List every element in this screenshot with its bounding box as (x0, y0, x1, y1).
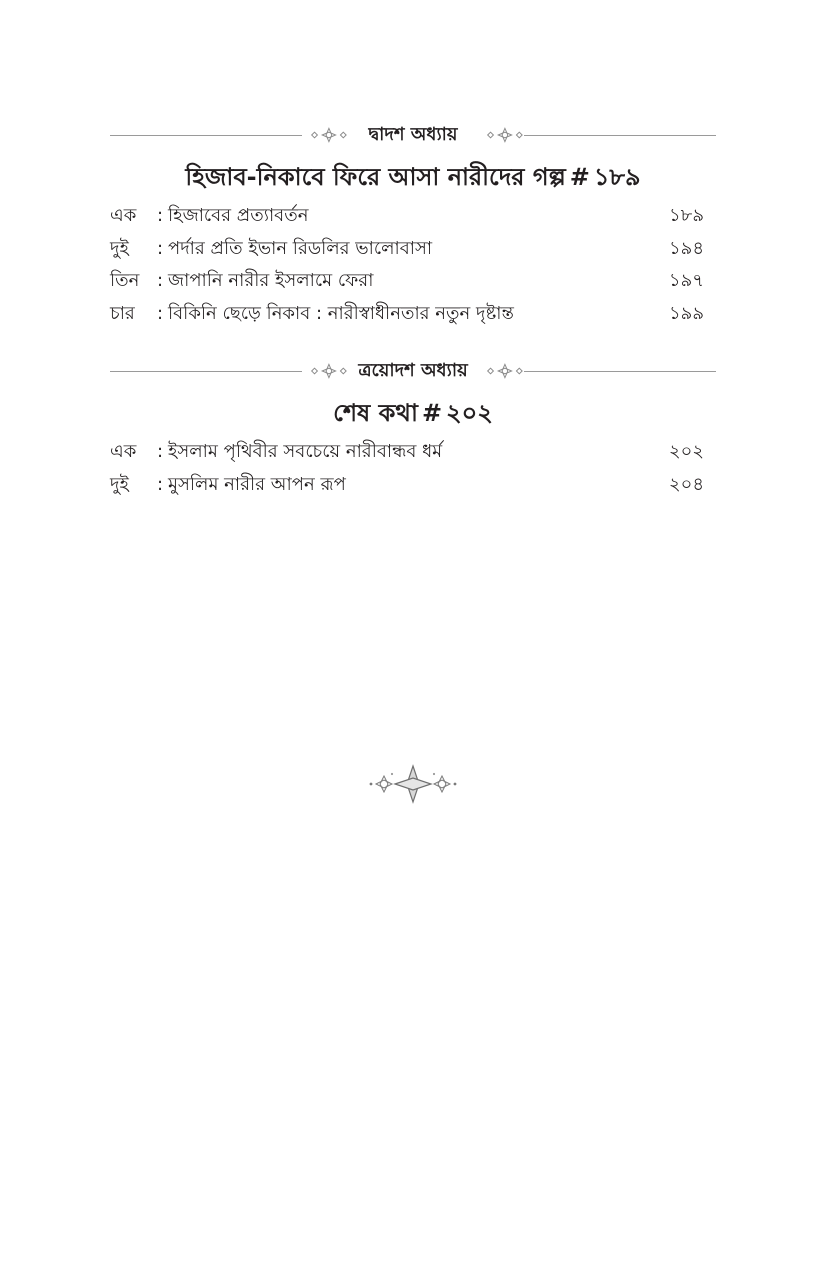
entry-separator: : (157, 270, 164, 291)
entry-title: বিকিনি ছেড়ে নিকাব : নারীস্বাধীনতার নতুন দৃষ্টান্ত (168, 302, 514, 324)
chapter-section (110, 354, 716, 501)
entry-title: ইসলাম পৃথিবীর সবচেয়ে নারীবান্ধব ধর্ম (168, 441, 443, 462)
entry-separator: : (157, 441, 164, 462)
entry-number: এক (110, 441, 137, 462)
chapter-title-text: শেষ কথা (333, 399, 418, 427)
hash-symbol: # (569, 163, 590, 191)
toc-entry[interactable] (110, 200, 716, 233)
entry-separator: : (157, 237, 164, 259)
entry-title: মুসলিম নারীর আপন রূপ (168, 473, 346, 495)
chapter-title-text: হিজাব-নিকাবে ফিরে আসা নারীদের গল্প (185, 163, 566, 191)
ornament-icon (480, 362, 526, 380)
entry-title: হিজাবের প্রত্যাবর্তন (168, 205, 309, 226)
chapter-title-page: ১৮৯ (593, 163, 641, 191)
entry-page-number: ২০৪ (668, 473, 704, 495)
entry-page-number: ১৯৭ (668, 270, 704, 291)
toc-entry[interactable] (110, 298, 716, 331)
entry-number: দুই (110, 473, 129, 495)
entry-number: চার (110, 302, 135, 324)
ornament-icon (480, 126, 526, 144)
chapter-heading: ত্রয়োদশ অধ্যায় (358, 360, 468, 381)
entry-page-number: ২০২ (668, 441, 704, 462)
chapter-title (110, 160, 716, 194)
chapter-title-page: ২০২ (446, 399, 493, 427)
divider-rule-right (524, 135, 716, 136)
chapter-section (110, 118, 716, 330)
chapter-title (110, 396, 716, 430)
chapter-divider (110, 354, 716, 388)
entry-separator: : (157, 205, 164, 226)
toc-entry[interactable] (110, 436, 716, 469)
entry-page-number: ১৮৯ (668, 205, 704, 226)
entry-number: তিন (110, 270, 140, 291)
end-ornament-icon (366, 764, 460, 804)
entry-title: পর্দার প্রতি ইভান রিডলির ভালোবাসা (168, 237, 433, 259)
chapter-divider (110, 118, 716, 152)
toc-entry[interactable] (110, 469, 716, 502)
toc-entry[interactable] (110, 233, 716, 266)
entry-number: এক (110, 205, 137, 226)
hash-symbol: # (421, 399, 443, 427)
entry-title: জাপানি নারীর ইসলামে ফেরা (168, 270, 374, 291)
divider-rule-right (524, 371, 716, 372)
toc-entry[interactable] (110, 265, 716, 298)
entry-number: দুই (110, 237, 129, 259)
entry-page-number: ১৯৪ (668, 237, 704, 259)
chapter-heading: দ্বাদশ অধ্যায় (368, 124, 458, 145)
entry-page-number: ১৯৯ (668, 302, 704, 324)
entry-separator: : (157, 473, 164, 495)
entry-separator: : (157, 302, 164, 324)
